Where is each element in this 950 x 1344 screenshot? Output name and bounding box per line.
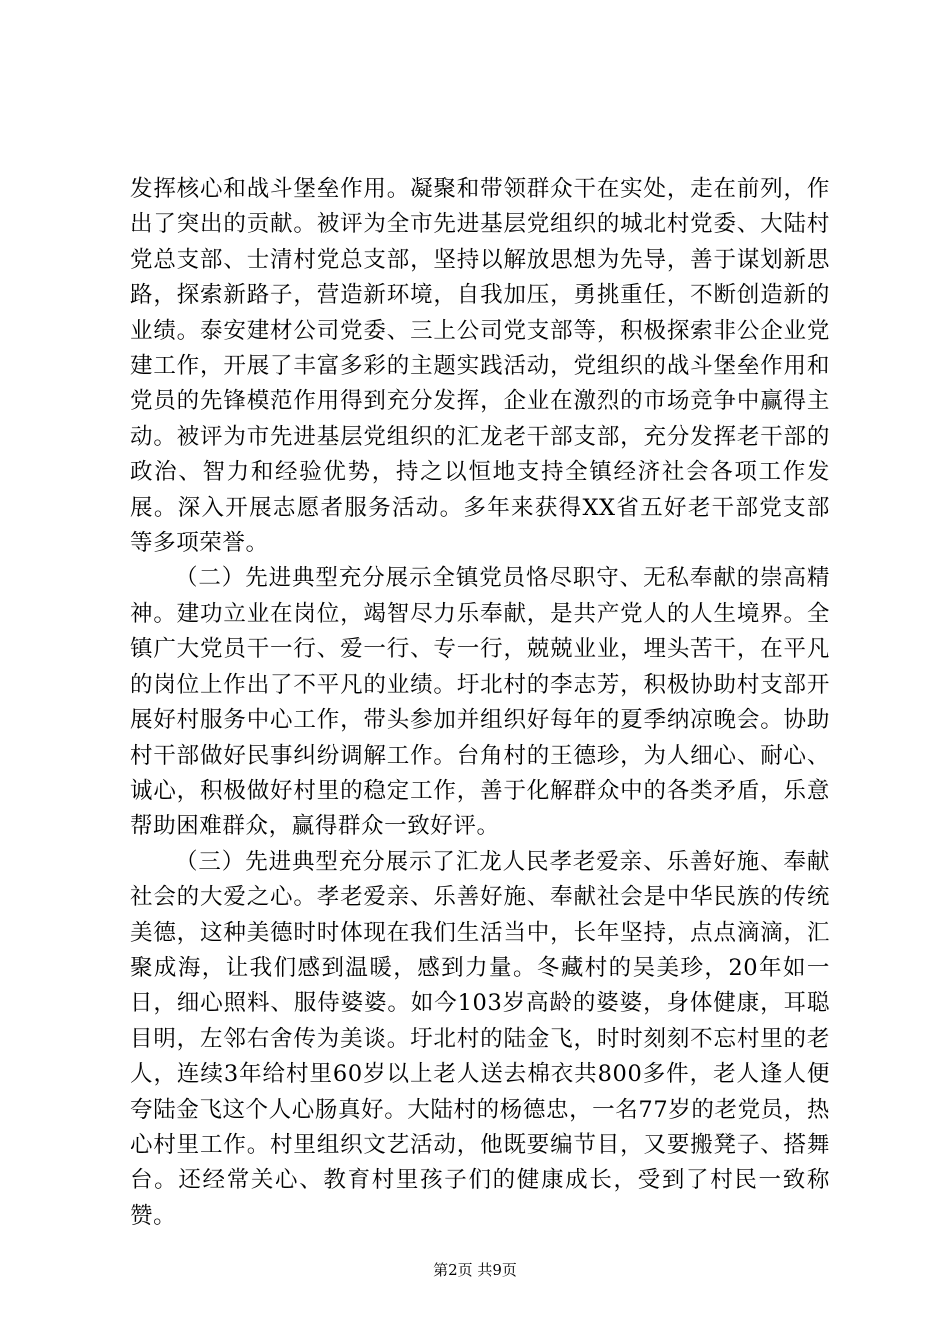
document-body — [130, 172, 830, 1234]
paragraph-continuation: 发挥核心和战斗堡垒作用。凝聚和带领群众干在实处，走在前列，作出了突出的贡献。被评为全市先进基层党组织的城北村党委、大陆村党总支部、士清村党总支部，坚持以解放思想为先导，善于谋划新思路，探索新路子，营造新环境，自我加压，勇挑重任，不断创造新的业绩。泰安建材公司党委、三上公司党支部等，积极探索非公企业党建工作，开展了丰富多彩的主题实践活动，党组织的战斗堡垒作用和党员的先锋模范作用得到充分发挥，企业在激烈的市场竞争中赢得主动。被评为市先进基层党组织的汇龙老干部支部，充分发挥老干部的政治、智力和经验优势，持之以恒地支持全镇经济社会各项工作发展。深入开展志愿者服务活动。多年来获得XX省五好老干部党支部等多项荣誉。 — [130, 176, 830, 557]
paragraph-section-2: （二）先进典型充分展示全镇党员恪尽职守、无私奉献的崇高精神。建功立业在岗位，竭智尽力乐奉献，是共产党人的人生境界。全镇广大党员干一行、爱一行、专一行，兢兢业业，埋头苦干，在平凡的岗位上作出了不平凡的业绩。圩北村的李志芳，积极协助村支部开展好村服务中心工作，带头参加并组织好每年的夏季纳凉晚会。协助村干部做好民事纠纷调解工作。台角村的王德珍，为人细心、耐心、诚心，积极做好村里的稳定工作，善于化解群众中的各类矛盾，乐意帮助困难群众，赢得群众一致好评。 — [130, 565, 830, 840]
page-number-footer: 第2页 共9页 — [433, 1261, 517, 1279]
paragraph-section-3: （三）先进典型充分展示了汇龙人民孝老爱亲、乐善好施、奉献社会的大爱之心。孝老爱亲、乐善好施、奉献社会是中华民族的传统美德，这种美德时时体现在我们生活当中，长年坚持，点点滴滴，汇聚成海，让我们感到温暖，感到力量。冬藏村的吴美珍，20年如一日，细心照料、服侍婆婆。如今103岁高龄的婆婆，身体健康，耳聪目明，左邻右舍传为美谈。圩北村的陆金飞，时时刻刻不忘村里的老人，连续3年给村里60岁以上老人送去棉衣共800多件，老人逢人便夸陆金飞这个人心肠真好。大陆村的杨德忠，一名77岁的老党员，热心村里工作。村里组织文艺活动，他既要编节目，又要搬凳子、搭舞台。还经常关心、教育村里孩子们的健康成长，受到了村民一致称赞。 — [130, 848, 830, 1229]
